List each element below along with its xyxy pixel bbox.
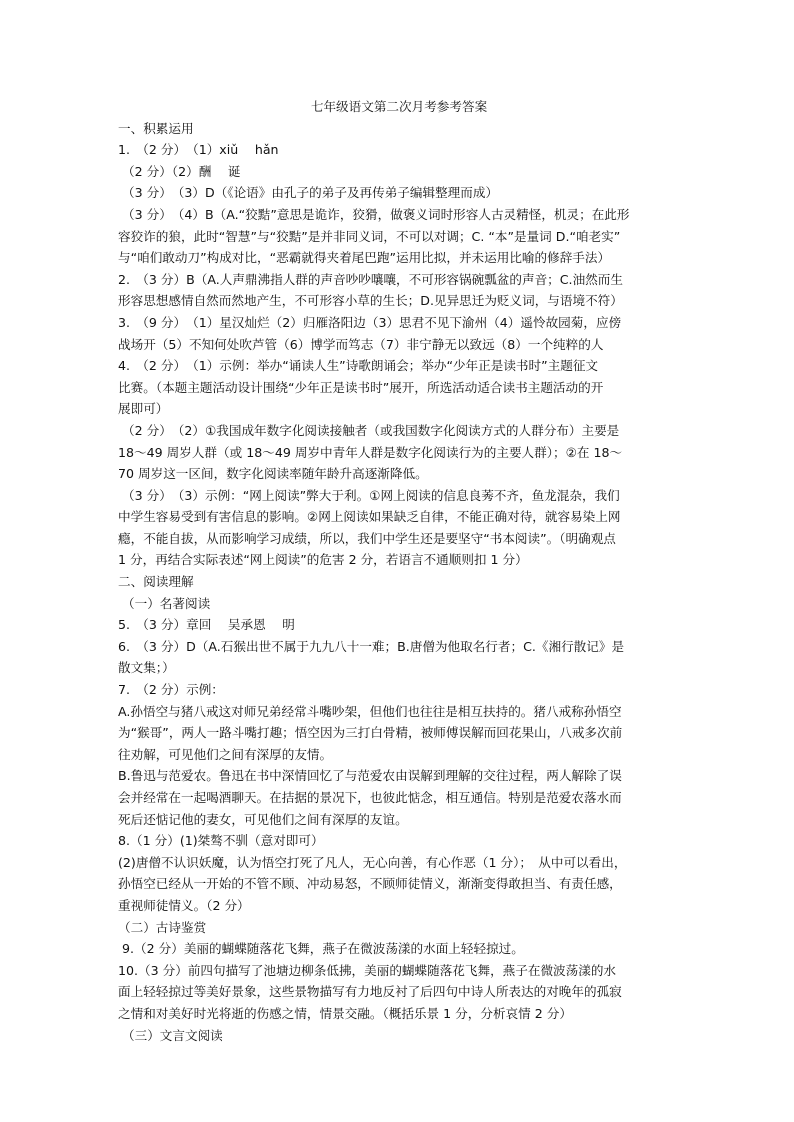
answer-line: 与“咱们敢动刀”构成对比，“恶霸就得夹着尾巴跑”运用比拟，并未运用比喻的修辞手法） <box>118 250 611 266</box>
answer-line: （3 分） （4）B（A.“狡黠”意思是诡诈，狡猾，做褒义词时形容人古灵精怪，机灵；在此形 <box>122 206 630 222</box>
answer-line: 10.（3 分）前四句描写了池塘边柳条低拂，美丽的蝴蝶随落花飞舞，燕子在微波荡漾的水 <box>118 962 617 978</box>
answer-line: (2)唐僧不认识妖魔，认为悟空打死了凡人，无心向善，有心作恶（1 分）； 从中可以看出， <box>118 854 627 870</box>
answer-line: 往劝解，可见他们之间有深厚的友情。 <box>118 746 333 762</box>
answer-line: （3 分） （3）示例：“网上阅读”弊大于利。①网上阅读的信息良莠不齐，鱼龙混杂，我们 <box>122 487 620 503</box>
answer-line: （2 分）（2）酬 诞 <box>122 163 241 179</box>
answer-line: 战场开（5）不知何处吹芦管（6）博学而笃志（7）非宁静无以致远（8）一个纯粹的人 <box>118 336 604 352</box>
answer-line: 1. （2 分） （1）xiǔ hǎn <box>118 142 279 158</box>
answer-line: 8.（1 分）(1)桀骜不驯（意对即可） <box>118 833 324 849</box>
answer-line: 面上轻轻掠过等美好景象，这些景物描写有力地反衬了后四句中诗人所表达的对晚年的孤寂 <box>118 984 622 1000</box>
answer-line: （一）名著阅读 <box>122 595 211 611</box>
answer-line: 4. （2 分） （1）示例：举办“诵读人生”诗歌朗诵会；举办“少年正是读书时”主题征文 <box>118 358 599 374</box>
answer-line: 形容思想感情自然而然地产生，不可形容小草的生长；D.见异思迁为贬义词，与语境不符） <box>118 293 623 309</box>
answer-line: 3. （9 分） （1）星汉灿烂（2）归雁洛阳边（3）思君不见下渝州（4）遥怜故园菊，应傍 <box>118 314 622 330</box>
answer-body <box>118 118 680 1047</box>
answer-line: 死后还惦记他的妻女，可见他们之间有深厚的友谊。 <box>118 811 408 827</box>
answer-line: （三）文言文阅读 <box>122 1027 223 1043</box>
answer-line: B.鲁迅与范爱农。鲁迅在书中深情回忆了与范爱农由误解到理解的交往过程，两人解除了误 <box>118 768 622 784</box>
answer-line: 孙悟空已经从一开始的不管不顾、冲动易怒，不顾师徒情义，渐渐变得敢担当、有责任感， <box>118 876 622 892</box>
answer-line: （3 分） （3）D（《论语》由孔子的弟子及再传弟子编辑整理而成） <box>122 185 499 201</box>
answer-line: （二）古诗鉴赏 <box>118 919 207 935</box>
answer-line: 瘾，不能自拔，从而影响学习成绩，所以，我们中学生还是要坚守“书本阅读”。（明确观点 <box>118 530 616 546</box>
answer-line: 18～49 周岁人群（或 18～49 周岁中青年人群是数字化阅读行为的主要人群）；②在 18～ <box>118 444 623 460</box>
answer-sheet-page <box>118 96 680 1046</box>
answer-line: 重视师徒情义。（2 分） <box>118 897 250 913</box>
answer-line: 散文集；） <box>118 660 175 676</box>
answer-line: 7. （2 分）示例： <box>118 682 224 698</box>
answer-line: 为“猴哥”，两人一路斗嘴打趣；悟空因为三打白骨精，被师傅误解而回花果山，八戒多次前 <box>118 725 623 741</box>
page-title: 七年级语文第二次月考参考答案 <box>310 99 488 114</box>
answer-line: 一、积累运用 <box>118 120 194 136</box>
answer-line: 比赛。（本题主题活动设计围绕“少年正是读书时”展开，所选活动适合读书主题活动的开 <box>118 379 604 395</box>
answer-line: 70 周岁这一区间，数字化阅读率随年龄升高逐渐降低。 <box>118 466 428 482</box>
answer-line: 二、阅读理解 <box>118 574 194 590</box>
answer-line: 2. （3 分）B（A.人声鼎沸指人群的声音吵吵嚷嚷，不可形容锅碗瓢盆的声音；C.油然而生 <box>118 271 623 287</box>
answer-line: 展即可） <box>118 401 169 417</box>
answer-line: 中学生容易受到有害信息的影响。②网上阅读如果缺乏自律，不能正确对待，就容易染上网 <box>118 509 621 525</box>
answer-line: 5. （3 分）章回 吴承恩 明 <box>118 617 295 633</box>
answer-line: 6. （3 分）D（A.石猴出世不属于九九八十一难；B.唐僧为他取名行者；C.《湘行散记》是 <box>118 638 625 654</box>
answer-line: 容狡诈的狼，此时“智慧”与“狡黠”是并非同义词，不可以对调；C. “本”是量词 D.“咱老实” <box>118 228 621 244</box>
answer-line: （2 分） （2）①我国成年数字化阅读接触者（或我国数字化阅读方式的人群分布）主要是 <box>122 422 620 438</box>
answer-line: 会并经常在一起喝酒聊天。在拮据的景况下，也彼此惦念，相互通信。特别是范爱农落水而 <box>118 790 622 805</box>
answer-line: 9.（2 分）美丽的蝴蝶随落花飞舞，燕子在微波荡漾的水面上轻轻掠过。 <box>122 941 524 957</box>
answer-line: 之情和对美好时光将逝的伤感之情，情景交融。（概括乐景 1 分，分析哀情 2 分） <box>118 1005 572 1021</box>
answer-line: 1 分，再结合实际表述“网上阅读”的危害 2 分，若语言不通顺则扣 1 分） <box>118 552 528 568</box>
answer-line: A.孙悟空与猪八戒这对师兄弟经常斗嘴吵架，但他们也往往是相互扶持的。猪八戒称孙悟空 <box>118 703 622 719</box>
